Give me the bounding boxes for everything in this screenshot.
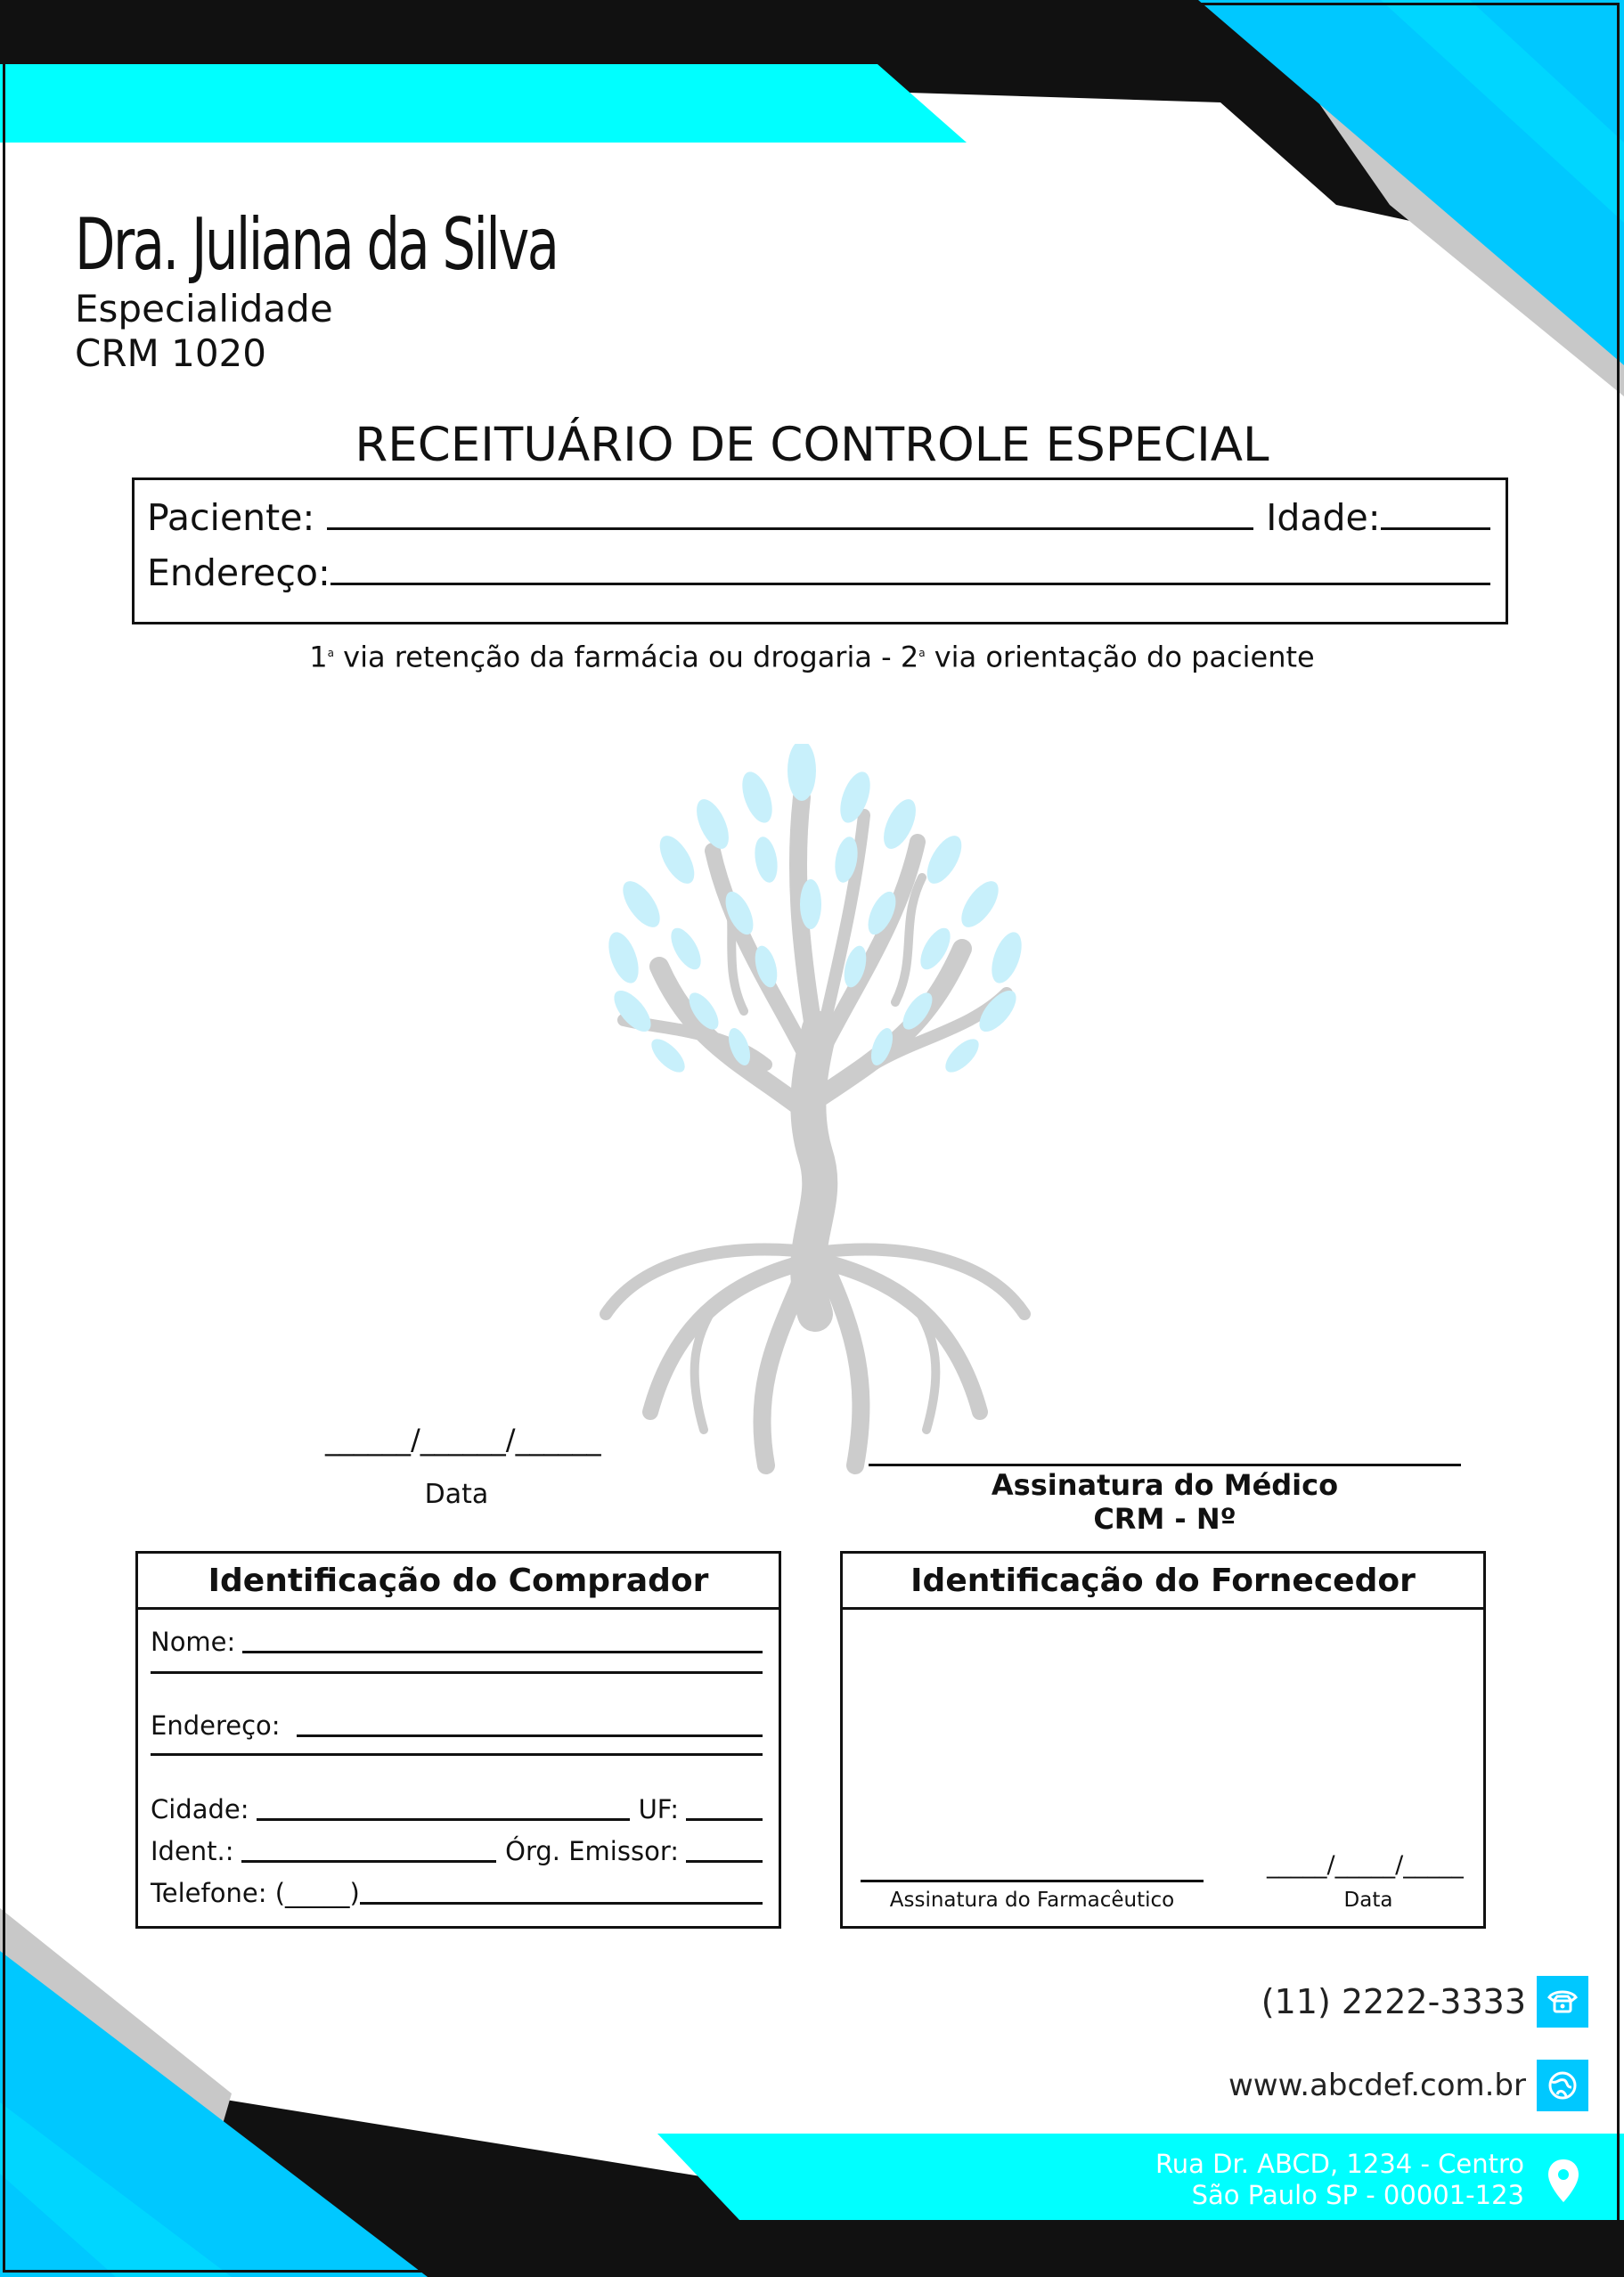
buyer-address-field[interactable] <box>297 1734 763 1737</box>
form-title: RECEITUÁRIO DE CONTROLE ESPECIAL <box>355 418 1269 472</box>
doctor-name: Dra. Juliana da Silva <box>75 203 558 286</box>
buyer-uf-label: UF: <box>638 1794 679 1824</box>
supplier-title: Identificação do Fornecedor <box>843 1554 1483 1610</box>
doctor-crm: CRM 1020 <box>75 331 266 375</box>
buyer-ident-row <box>151 1836 763 1866</box>
buyer-phone-row <box>151 1878 763 1908</box>
buyer-ident-field[interactable] <box>241 1860 497 1863</box>
address-field[interactable] <box>331 583 1490 585</box>
buyer-phone-field[interactable] <box>360 1902 763 1905</box>
supplier-box <box>840 1551 1486 1929</box>
location-pin-icon <box>1546 2158 1580 2208</box>
buyer-name-field[interactable] <box>242 1651 763 1653</box>
doctor-crm-label: CRM - Nº <box>1093 1502 1236 1536</box>
supplier-date-label: Data <box>1343 1889 1393 1912</box>
tree-with-roots-icon <box>588 744 1042 1483</box>
buyer-title: Identificação do Comprador <box>138 1554 779 1610</box>
buyer-name-row-2 <box>151 1671 763 1677</box>
buyer-name-row <box>151 1627 763 1657</box>
buyer-city-label: Cidade: <box>151 1794 249 1824</box>
pharmacist-signature-line[interactable] <box>861 1880 1204 1882</box>
buyer-city-field[interactable] <box>257 1818 630 1821</box>
contact-address-line2: São Paulo SP - 00001-123 <box>1191 2180 1524 2210</box>
supplier-date-placeholder[interactable]: _____/_____/_____ <box>1267 1851 1464 1879</box>
buyer-org-field[interactable] <box>686 1860 763 1863</box>
pharmacist-signature-label: Assinatura do Farmacêutico <box>889 1889 1175 1912</box>
buyer-phone-label: Telefone: (_____) <box>151 1878 360 1908</box>
patient-box <box>132 477 1508 624</box>
doctor-signature-line[interactable] <box>869 1464 1461 1466</box>
contact-phone: (11) 2222-3333 <box>1261 1982 1526 2021</box>
contact-address-line1: Rua Dr. ABCD, 1234 - Centro <box>1155 2149 1524 2179</box>
doctor-signature-label: Assinatura do Médico <box>991 1468 1339 1502</box>
buyer-address-row <box>151 1710 763 1741</box>
date-placeholder[interactable]: ______/______/______ <box>325 1423 601 1457</box>
globe-icon <box>1537 2060 1588 2111</box>
buyer-name-label: Nome: <box>151 1627 236 1657</box>
phone-icon <box>1537 1976 1588 2028</box>
patient-row <box>147 496 1490 539</box>
patient-field[interactable] <box>327 527 1253 530</box>
buyer-address-label: Endereço: <box>151 1710 281 1741</box>
age-field[interactable] <box>1381 527 1490 530</box>
buyer-city-row <box>151 1794 763 1824</box>
address-row <box>147 551 1490 594</box>
buyer-box <box>135 1551 781 1929</box>
buyer-uf-field[interactable] <box>686 1818 763 1821</box>
age-label: Idade: <box>1266 496 1381 539</box>
buyer-address-field-2[interactable] <box>151 1753 763 1756</box>
buyer-name-field-2[interactable] <box>151 1671 763 1674</box>
buyer-org-label: Órg. Emissor: <box>505 1836 679 1866</box>
date-label: Data <box>424 1479 489 1510</box>
buyer-ident-label: Ident.: <box>151 1836 234 1866</box>
address-label: Endereço: <box>147 551 331 594</box>
buyer-address-row-2 <box>151 1753 763 1759</box>
doctor-specialty: Especialidade <box>75 287 333 331</box>
vias-note: 1$^a$ via retenção da farmácia ou drogaria - 2$^a$ via orientação do paciente <box>309 640 1315 674</box>
patient-label: Paciente: <box>147 496 315 539</box>
contact-website: www.abcdef.com.br <box>1228 2068 1526 2103</box>
